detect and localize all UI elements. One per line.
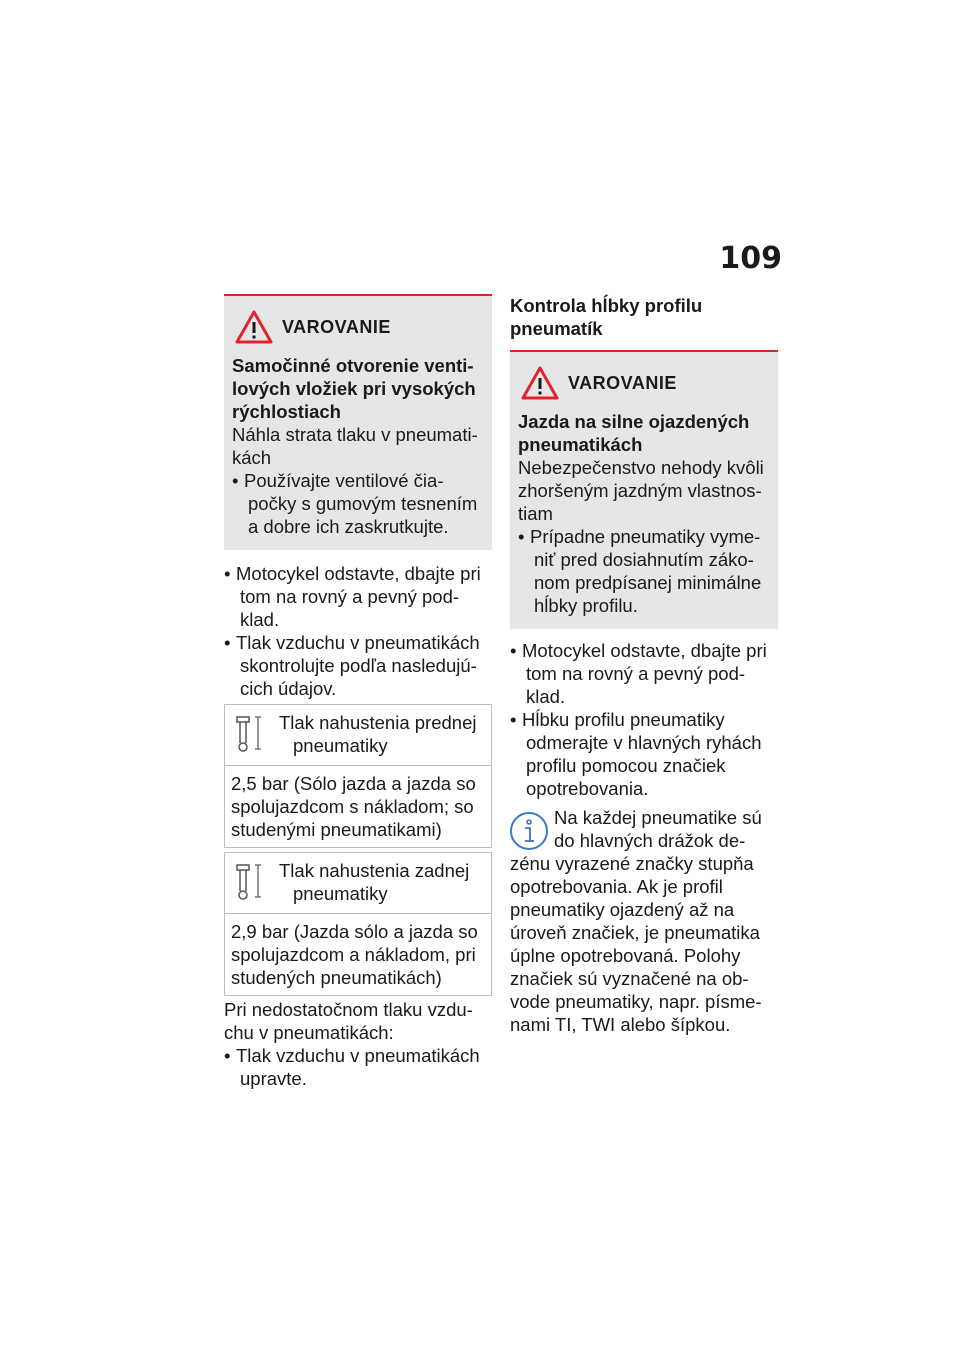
warning-text-line: Nebezpečenstvo nehody kvôli	[518, 457, 764, 478]
rear-tyre-pressure-table	[224, 852, 492, 996]
step-item	[510, 639, 778, 708]
info-line: vode pneumatiky, napr. písme-	[510, 991, 762, 1012]
bullet-glyph: •	[510, 640, 517, 661]
warning-bullet-line: a dobre ich zaskrutkujte.	[248, 516, 449, 537]
warning-bullet-line: nom predpísanej minimálne	[534, 572, 762, 593]
step-line: profilu pomocou značiek	[526, 755, 726, 776]
warning-title	[232, 354, 484, 423]
bullet-glyph: •	[518, 526, 525, 547]
front-tyre-pressure-header	[225, 705, 491, 766]
warning-title-line: Jazda na silne ojazdených	[518, 411, 750, 432]
warning-bullet-line: niť pred dosiahnutím záko-	[534, 549, 754, 570]
rear-tyre-pressure-value	[225, 914, 491, 995]
info-line: do hlavných drážok de-	[554, 830, 746, 851]
warning-text-line: Náhla strata tlaku v pneumati-	[232, 424, 478, 445]
info-icon	[508, 810, 550, 852]
pressure-label-line: pneumatiky	[293, 735, 388, 756]
warning-bullet-line: Používajte ventilové čia-	[244, 470, 444, 491]
warning-text	[518, 456, 770, 525]
warning-title-line: Samočinné otvorenie venti-	[232, 355, 474, 376]
bullet-glyph: •	[232, 470, 239, 491]
step-line: klad.	[240, 609, 280, 630]
info-line: úroveň značiek, je pneumatika	[510, 922, 760, 943]
steps-list	[224, 562, 492, 700]
bullet-glyph: •	[224, 632, 231, 653]
rear-tyre-pressure-header	[225, 853, 491, 914]
warning-box-worn-tyres	[510, 350, 778, 629]
warning-text-line: zhoršeným jazdným vlastnos-	[518, 480, 762, 501]
paragraph-line: chu v pneumatikách:	[224, 1022, 394, 1043]
step-line: Hĺbku profilu pneumatiky	[522, 709, 725, 730]
left-column	[224, 294, 492, 1090]
warning-label: VAROVANIE	[282, 316, 391, 337]
warning-title-line: pneumatikách	[518, 434, 643, 455]
info-line: Na každej pneumatike sú	[554, 807, 762, 828]
pressure-value-line: 2,5 bar (Sólo jazda a jazda so	[231, 773, 476, 794]
step-line: opotrebovania.	[526, 778, 649, 799]
step-line: tom na rovný a pevný pod-	[240, 586, 460, 607]
step-item	[224, 631, 492, 700]
warning-text-line: kách	[232, 447, 272, 468]
right-column	[510, 294, 778, 1036]
warning-title-line: lových vložiek pri vysokých	[232, 378, 476, 399]
pressure-label-line: Tlak nahustenia prednej	[279, 712, 477, 733]
step-line: tom na rovný a pevný pod-	[526, 663, 746, 684]
section-title	[510, 294, 778, 340]
warning-bullet-line: počky s gumovým tesnením	[248, 493, 478, 514]
warning-header	[520, 364, 770, 402]
info-line: pneumatiky ojazdený až na	[510, 899, 735, 920]
warning-box-valve-inserts	[224, 294, 492, 550]
step-line: upravte.	[240, 1068, 307, 1089]
pressure-value-line: studenými pneumatikami)	[231, 819, 442, 840]
pressure-value-line: 2,9 bar (Jazda sólo a jazda so	[231, 921, 478, 942]
step-line: odmerajte v hlavných ryhách	[526, 732, 762, 753]
pressure-label-line: pneumatiky	[293, 883, 388, 904]
warning-label: VAROVANIE	[568, 372, 677, 393]
info-line: zénu vyrazené značky stupňa	[510, 853, 754, 874]
info-note	[510, 806, 778, 1036]
pressure-label-line: Tlak nahustenia zadnej	[279, 860, 470, 881]
rear-tyre-pressure-label	[279, 859, 485, 905]
section-title-line: Kontrola hĺbky profilu	[510, 295, 703, 316]
step-line: Motocykel odstavte, dbajte pri	[236, 563, 481, 584]
front-tyre-pressure-label	[279, 711, 485, 757]
step-item	[224, 1044, 492, 1090]
info-line: opotrebovania. Ak je profil	[510, 876, 723, 897]
info-line: nami TI, TWI alebo šípkou.	[510, 1014, 731, 1035]
warning-title-line: rýchlostiach	[232, 401, 341, 422]
pressure-value-line: studených pneumatikách)	[231, 967, 442, 988]
low-pressure-paragraph	[224, 998, 492, 1044]
warning-triangle-icon	[520, 365, 560, 401]
bullet-glyph: •	[224, 1045, 231, 1066]
info-line: úplne opotrebovaná. Polohy	[510, 945, 741, 966]
warning-bullet-line: Prípadne pneumatiky vyme-	[530, 526, 761, 547]
step-line: Tlak vzduchu v pneumatikách	[236, 632, 480, 653]
warning-bullet	[518, 525, 770, 617]
warning-header	[234, 308, 484, 346]
warning-text-line: tiam	[518, 503, 553, 524]
bullet-glyph: •	[510, 709, 517, 730]
step-line: skontrolujte podľa nasledujú-	[240, 655, 477, 676]
info-line: značiek sú vyznačené na ob-	[510, 968, 749, 989]
step-line: cich údajov.	[240, 678, 337, 699]
warning-title	[518, 410, 770, 456]
tyre-pressure-gauge-icon	[231, 713, 267, 753]
front-tyre-pressure-value	[225, 766, 491, 847]
step-item	[510, 708, 778, 800]
bullet-glyph: •	[224, 563, 231, 584]
tyre-pressure-gauge-icon	[231, 861, 267, 901]
paragraph-line: Pri nedostatočnom tlaku vzdu-	[224, 999, 473, 1020]
warning-bullet	[232, 469, 484, 538]
section-title-line: pneumatík	[510, 318, 603, 339]
step-line: klad.	[526, 686, 566, 707]
warning-triangle-icon	[234, 309, 274, 345]
step-item	[224, 562, 492, 631]
page-number: 109	[719, 241, 782, 276]
step-line: Motocykel odstavte, dbajte pri	[522, 640, 767, 661]
step-line: Tlak vzduchu v pneumatikách	[236, 1045, 480, 1066]
steps-list	[510, 639, 778, 800]
warning-bullet-line: hĺbky profilu.	[534, 595, 638, 616]
pressure-value-line: spolujazdcom a nákladom, pri	[231, 944, 476, 965]
front-tyre-pressure-table	[224, 704, 492, 848]
pressure-value-line: spolujazdcom s nákladom; so	[231, 796, 474, 817]
warning-text	[232, 423, 484, 469]
